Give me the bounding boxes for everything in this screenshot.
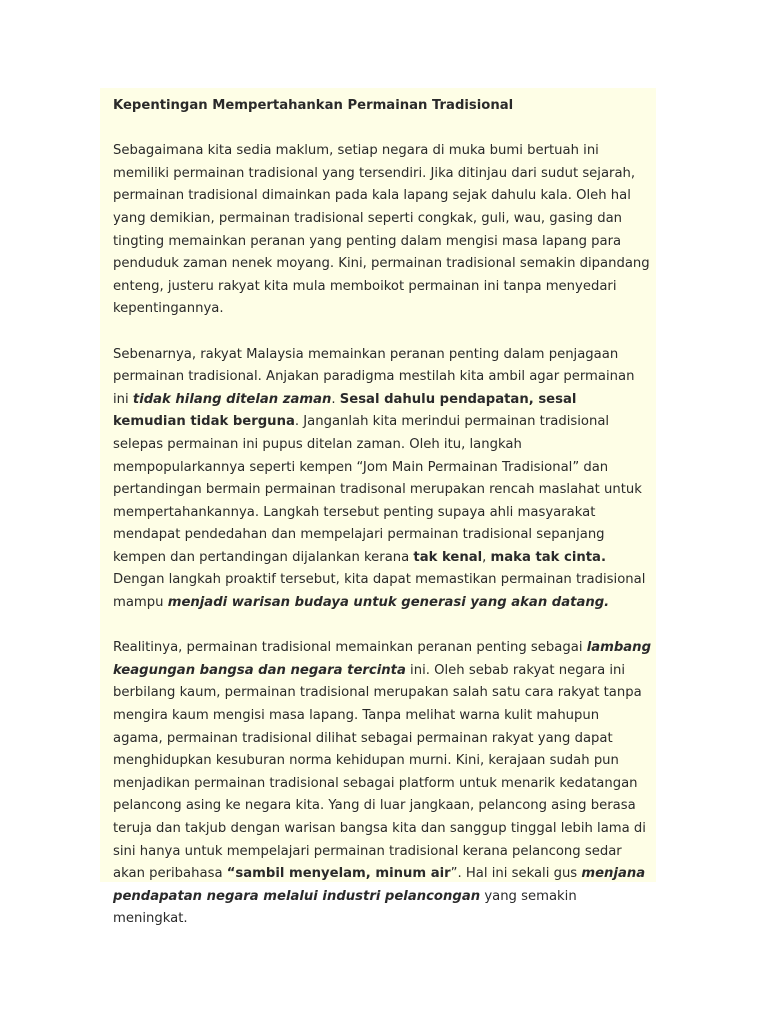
essay-paragraph bbox=[113, 140, 652, 321]
text-run: ”. Hal ini sekali gus bbox=[450, 866, 582, 882]
essay-paragraph bbox=[113, 344, 652, 615]
text-run: Sebenarnya, rakyat Malaysia memainkan peranan penting dalam penjagaan permainan tradisional. Anjakan paradigma mestilah kita ambil agar permainan ini bbox=[113, 346, 635, 407]
text-run: yang semakin meningkat. bbox=[113, 888, 577, 927]
emphasized-phrase: menjana pendapatan negara melalui industri pelancongan bbox=[113, 866, 646, 904]
text-run: Sebagaimana kita sedia maklum, setiap negara di muka bumi bertuah ini memiliki permainan tradisional yang tersendiri. Jika ditinjau dari sudut sejarah, permainan tradisional dimainkan pada kala lapang sejak dahulu kala. Oleh hal yang demikian, permainan tradisional seperti congkak, guli, wau, gasing dan tingting memainkan peranan yang penting dalam mengisi masa lapang para penduduk zaman nenek moyang. Kini, permainan tradisional semakin dipandang enteng, justeru rakyat kita mula memboikot permainan ini tanpa menyedari kepentingannya. bbox=[113, 143, 650, 317]
essay-title: Kepentingan Mempertahankan Permainan Tradisional bbox=[113, 98, 514, 113]
emphasized-phrase: menjadi warisan budaya untuk generasi yang akan datang. bbox=[167, 595, 610, 611]
essay-paragraph bbox=[113, 637, 652, 931]
text-run: . bbox=[331, 391, 340, 407]
bold-phrase: tak kenal bbox=[413, 549, 483, 565]
text-run: , bbox=[482, 549, 491, 565]
text-run: Realitinya, permainan tradisional memainkan peranan penting sebagai bbox=[113, 640, 587, 656]
text-run: . Janganlah kita merindui permainan tradisional selepas permainan ini pupus ditelan zaman. Oleh itu, langkah mempopularkannya seperti kempen “Jom Main Permainan Tradisional” dan pertandingan bermain permainan tradisonal merupakan rencah maslahat untuk mempertahankannya. Langkah tersebut penting supaya ahli masyarakat mendapat pendedahan dan mempelajari permainan tradisional sepanjang kempen dan pertandingan dijalankan kerana bbox=[113, 414, 642, 565]
bold-phrase: “sambil menyelam, minum air bbox=[226, 866, 451, 882]
emphasized-phrase: tidak hilang ditelan zaman bbox=[132, 391, 332, 407]
bold-phrase: maka tak cinta. bbox=[490, 549, 606, 565]
bold-phrase: Sesal dahulu pendapatan, sesal kemudian tidak berguna bbox=[113, 391, 577, 430]
emphasized-phrase: lambang keagungan bangsa dan negara tercinta bbox=[113, 640, 652, 678]
essay-panel bbox=[100, 88, 656, 927]
essay-body bbox=[113, 140, 652, 931]
text-run: Dengan langkah proaktif tersebut, kita dapat memastikan permainan tradisional mampu bbox=[113, 572, 646, 611]
text-run: ini. Oleh sebab rakyat negara ini berbilang kaum, permainan tradisional merupakan salah satu cara rakyat tanpa mengira kaum mengisi masa lapang. Tanpa melihat warna kulit mahupun agama, permainan tradisional dilihat sebagai permainan rakyat yang dapat menghidupkan kesuburan norma kehidupan murni. Kini, kerajaan sudah pun menjadikan permainan tradisional sebagai platform untuk menarik kedatangan pelancong asing ke negara kita. Yang di luar jangkaan, pelancong asing berasa teruja dan takjub dengan warisan bangsa kita dan sanggup tinggal lebih lama di sini hanya untuk mempelajari permainan tradisional kerana pelancong sedar akan peribahasa bbox=[113, 662, 646, 882]
